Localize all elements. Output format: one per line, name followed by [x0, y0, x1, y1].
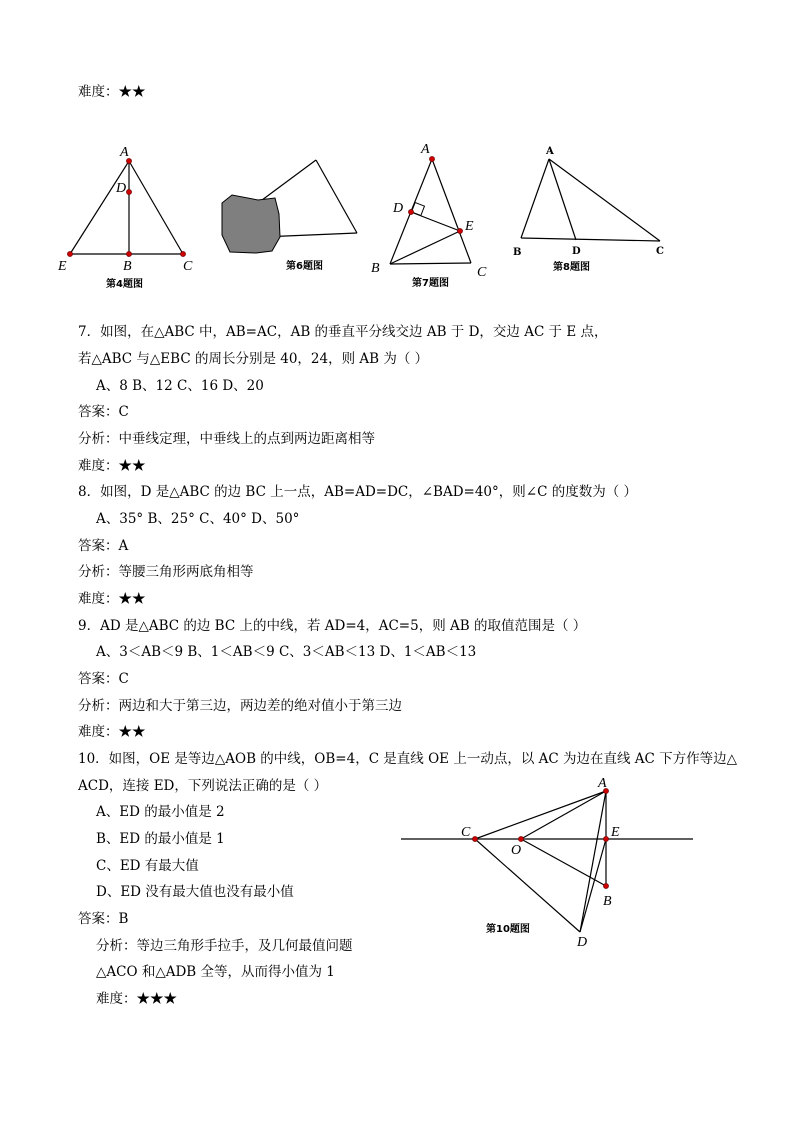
q9-stem-line1: 9．AD 是△ABC 的边 BC 上的中线，若 AD=4，AC=5，则 AB 的取值范围是（ ）: [78, 618, 587, 634]
figure-10: [401, 776, 693, 950]
q8-options: A、35° B、25° C、40° D、50°: [96, 511, 300, 527]
q8-answer: 答案：A: [78, 538, 129, 554]
fig8-label-b: B: [513, 247, 522, 258]
fig10-label-o: O: [511, 843, 522, 858]
fig7-label-a: A: [421, 142, 430, 157]
q8-analysis: 分析：等腰三角形两底角相等: [78, 564, 254, 580]
q7-stem-line1: 7．如图，在△ABC 中，AB=AC，AB 的垂直平分线交边 AB 于 D，交边 AC 于 E 点，: [78, 324, 608, 340]
figure-4: [57, 145, 193, 290]
fig4-label-a: A: [120, 145, 129, 160]
q10-analysis-line1: 分析：等边三角形手拉手，及几何最值问题: [96, 938, 353, 954]
q7-stem-line2: 若△ABC 与△EBC 的周长分别是 40，24，则 AB 为（ ）: [78, 351, 429, 367]
figure-8: [513, 146, 664, 273]
fig4-label-b: B: [123, 259, 132, 274]
fig7-label-b: B: [371, 261, 380, 276]
fig8-label-a: A: [546, 146, 554, 157]
fig4-label-c: C: [183, 259, 193, 274]
fig7-label-d: D: [393, 201, 404, 216]
q10-option-d: D、ED 没有最大值也没有最小值: [96, 884, 294, 900]
q10-analysis-line2: △ACO 和△ADB 全等，从而得小值为 1: [96, 964, 335, 980]
q7-difficulty: 难度：★★: [78, 458, 146, 474]
figure-6: [222, 160, 357, 272]
q7-options: A、8 B、12 C、16 D、20: [96, 378, 264, 394]
fig4-label-e: E: [58, 259, 67, 274]
fig10-label-e: E: [611, 825, 620, 840]
q9-answer: 答案：C: [78, 671, 129, 687]
fig10-label-b: B: [603, 894, 612, 909]
fig4-caption: 第4题图: [106, 279, 143, 290]
top-difficulty: 难度：★★: [78, 84, 146, 100]
q9-difficulty: 难度：★★: [78, 724, 146, 740]
fig10-label-a: A: [598, 776, 607, 791]
fig6-caption: 第6题图: [286, 261, 323, 272]
q9-analysis: 分析：两边和大于第三边，两边差的绝对值小于第三边: [78, 698, 402, 714]
fig8-label-c: C: [656, 246, 664, 257]
fig8-label-d: D: [572, 246, 581, 257]
q8-difficulty: 难度：★★: [78, 591, 146, 607]
fig8-caption: 第8题图: [553, 262, 590, 273]
q10-option-b: B、ED 的最小值是 1: [96, 831, 225, 847]
fig7-label-c: C: [477, 265, 487, 280]
figure-7: [371, 142, 487, 289]
fig10-caption: 第10题图: [486, 924, 530, 935]
fig4-label-d: D: [116, 181, 127, 196]
q10-option-a: A、ED 的最小值是 2: [96, 804, 225, 820]
q10-answer: 答案：B: [78, 911, 129, 927]
q7-analysis: 分析：中垂线定理，中垂线上的点到两边距离相等: [78, 431, 375, 447]
q10-option-c: C、ED 有最大值: [96, 858, 199, 874]
q8-stem-line1: 8．如图，D 是△ABC 的边 BC 上一点，AB=AD=DC，∠BAD=40°，则∠C 的度数为（ ）: [78, 484, 637, 500]
fig10-label-d: D: [577, 935, 588, 950]
q9-options: A、3＜AB＜9 B、1＜AB＜9 C、3＜AB＜13 D、1＜AB＜13: [96, 644, 477, 660]
fig7-caption: 第7题图: [412, 278, 449, 289]
q10-stem-line2: ACD，连接 ED，下列说法正确的是（ ）: [78, 778, 328, 794]
q10-difficulty: 难度：★★★: [96, 991, 177, 1007]
fig7-label-e: E: [465, 219, 474, 234]
q7-answer: 答案：C: [78, 404, 129, 420]
q10-stem-line1: 10．如图，OE 是等边△AOB 的中线，OB=4，C 是直线 OE 上一动点，以 AC 为边在直线 AC 下方作等边△: [78, 751, 738, 767]
fig10-label-c: C: [461, 825, 471, 840]
